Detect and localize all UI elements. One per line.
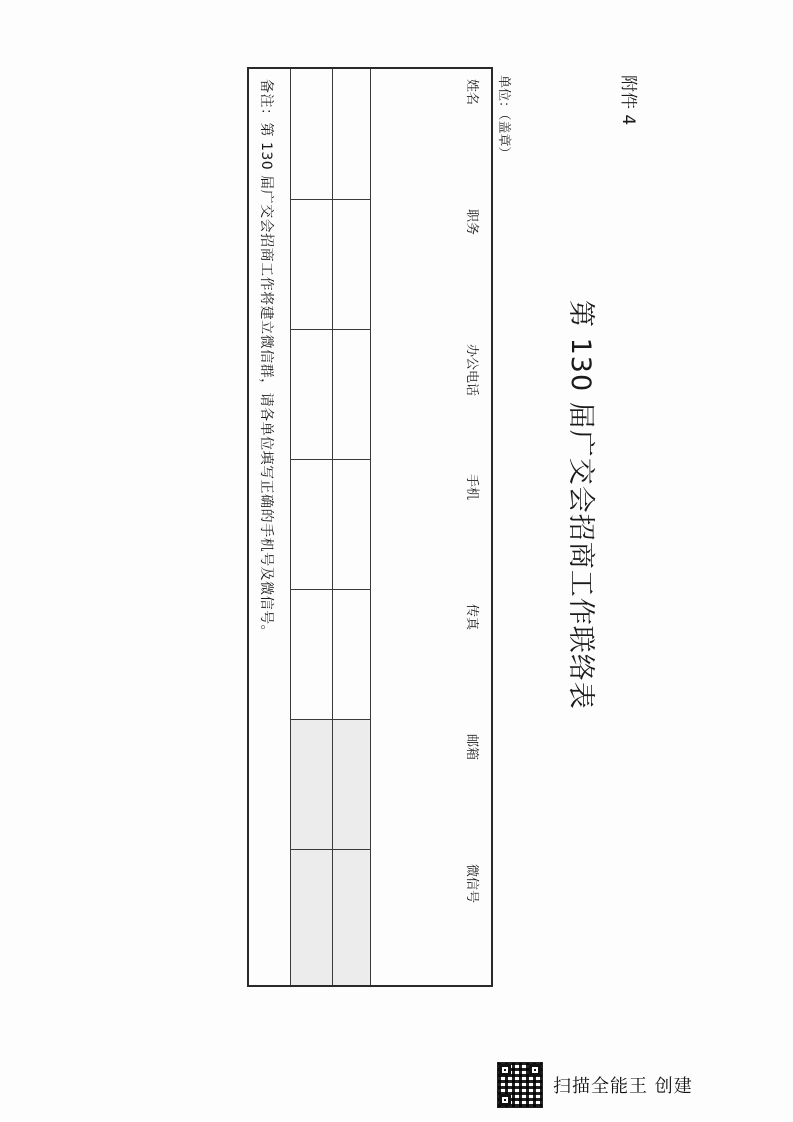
shaded-area [291,719,371,985]
column-divider [291,199,371,200]
qr-finder [499,1064,511,1076]
column-divider [291,589,371,590]
row-divider [370,69,371,985]
qr-code-icon [497,1062,543,1108]
column-divider [291,329,371,330]
column-divider [291,719,371,720]
header-name: 姓名 [464,79,479,106]
column-divider [291,849,371,850]
contact-table [247,67,493,987]
header-office-phone: 办公电话 [464,344,479,397]
scanner-watermark [497,1062,693,1108]
attachment-label: 附件 4 [618,75,638,126]
qr-finder [529,1064,541,1076]
header-mobile: 手机 [464,474,479,501]
table-note: 备注：第 130 届广交会招商工作将建立微信群，请各单位填写正确的手机号及微信号。 [258,79,274,640]
qr-finder [499,1094,511,1106]
form-title: 第 130 届广交会招商工作联络表 [565,300,596,710]
row-divider [332,69,333,985]
column-divider [291,459,371,460]
row-divider [290,69,291,985]
unit-stamp-label: 单位：（盖章） [496,75,511,160]
header-fax: 传真 [464,604,479,631]
scanner-brand: 扫描全能王 创建 [553,1076,693,1097]
header-email: 邮箱 [464,734,479,761]
header-wechat: 微信号 [464,864,479,904]
header-title: 职务 [464,209,479,236]
